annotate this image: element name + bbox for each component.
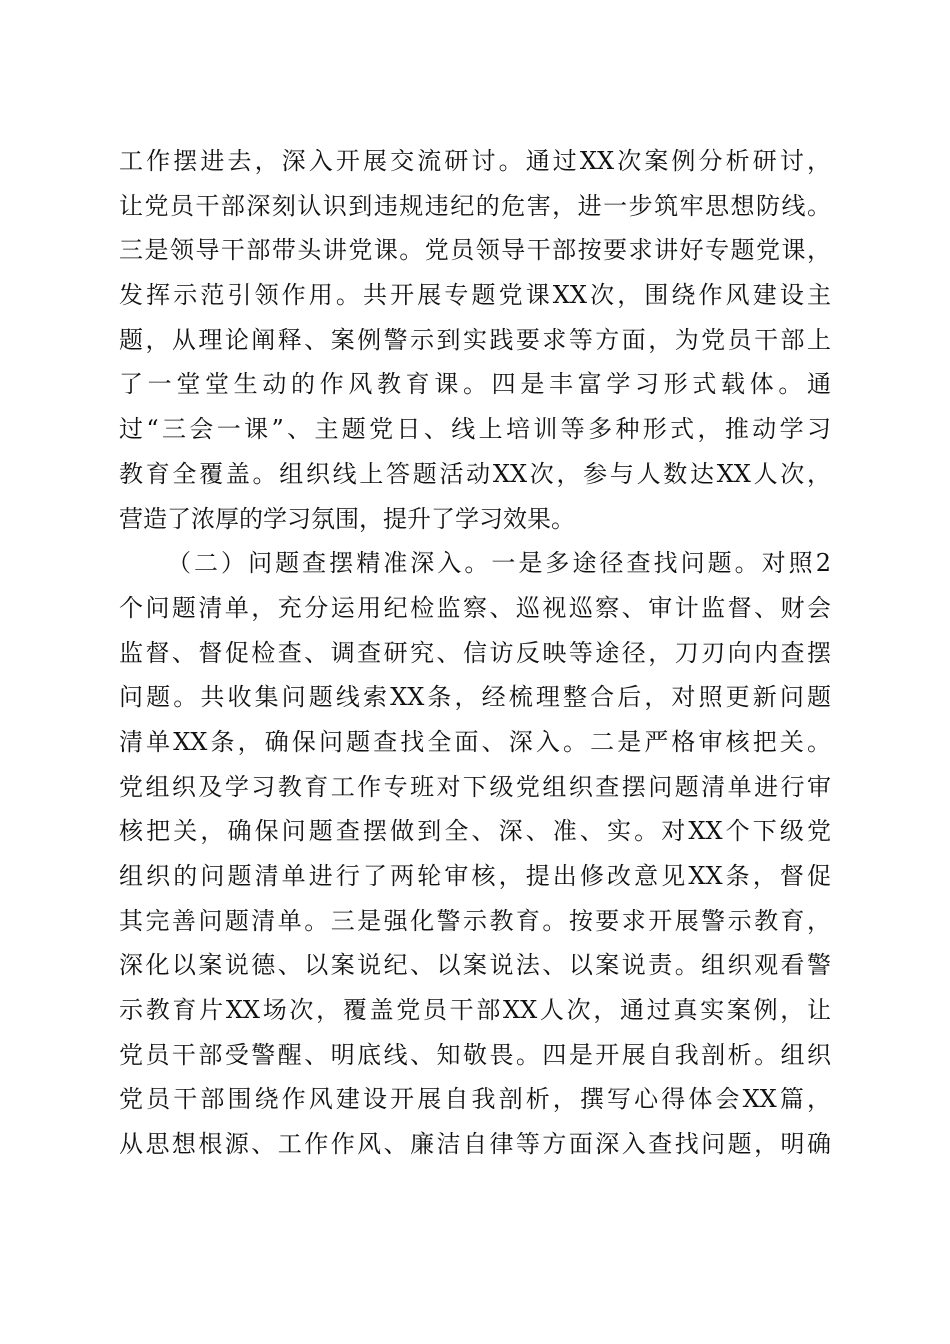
- text-line: 其完善问题清单。三是强化警示教育。按要求开展警示教育，: [119, 906, 831, 935]
- text-line: 营造了浓厚的学习氛围，提升了学习效果。: [119, 504, 575, 533]
- text-line: 组织的问题清单进行了两轮审核，提出修改意见XX条，督促: [119, 862, 831, 890]
- body-text: [119, 139, 831, 1167]
- text-line: 深化以案说德、以案说纪、以案说法、以案说责。组织观看警: [119, 951, 831, 980]
- text-line: 过“三会一课”、主题党日、线上培训等多种形式，推动学习: [119, 415, 831, 444]
- text-line: 示教育片XX场次，覆盖党员干部XX人次，通过真实案例，让: [119, 996, 831, 1025]
- text-line: 问题。共收集问题线索XX条，经梳理整合后，对照更新问题: [119, 683, 831, 712]
- text-line: 党组织及学习教育工作专班对下级党组织查摆问题清单进行审: [119, 772, 831, 801]
- text-line: 监督、督促检查、调查研究、信访反映等途径，刀刃向内查摆: [119, 638, 831, 667]
- text-line: 党员干部受警醒、明底线、知敬畏。四是开展自我剖析。组织: [119, 1040, 831, 1069]
- text-line: 工作摆进去，深入开展交流研讨。通过XX次案例分析研讨，: [119, 147, 831, 175]
- text-line: 题，从理论阐释、案例警示到实践要求等方面，为党员干部上: [119, 325, 831, 354]
- text-line: 发挥示范引领作用。共开展专题党课XX次，围绕作风建设主: [119, 281, 831, 310]
- text-line: 了一堂堂生动的作风教育课。四是丰富学习形式载体。通: [119, 370, 831, 399]
- text-line: 从思想根源、工作作风、廉洁自律等方面深入查找问题，明确: [119, 1130, 831, 1159]
- section-heading-line: （二）问题查摆精准深入。一是多途径查找问题。对照2: [167, 549, 831, 578]
- text-line: 个问题清单，充分运用纪检监察、巡视巡察、审计监督、财会: [119, 593, 831, 622]
- text-line: 教育全覆盖。组织线上答题活动XX次，参与人数达XX人次，: [119, 459, 831, 488]
- text-line: 清单XX条，确保问题查找全面、深入。二是严格审核把关。: [119, 727, 831, 756]
- text-line: 三是领导干部带头讲党课。党员领导干部按要求讲好专题党课，: [119, 236, 831, 265]
- text-line: 党员干部围绕作风建设开展自我剖析，撰写心得体会XX篇，: [119, 1085, 831, 1114]
- text-line: 核把关，确保问题查摆做到全、深、准、实。对XX个下级党: [119, 817, 831, 846]
- text-line: 让党员干部深刻认识到违规违纪的危害，进一步筑牢思想防线。: [119, 191, 831, 220]
